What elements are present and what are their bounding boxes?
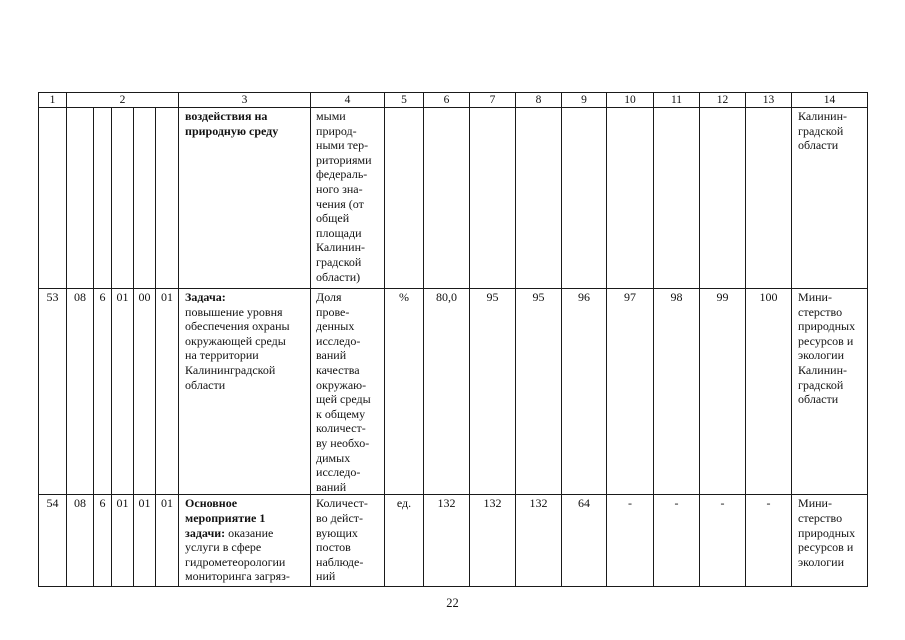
row-number-cell: 53 [39,289,67,495]
code-cell: 00 [134,289,156,495]
header-row [39,93,868,108]
page-number: 22 [446,596,459,610]
value-cell: 132 [424,495,470,587]
value-cell: 64 [562,495,607,587]
code-cell: 01 [156,495,179,587]
value-cell: 97 [607,289,654,495]
row-number-cell [39,108,67,289]
code-cell: 6 [94,495,112,587]
code-cell [134,108,156,289]
header-col-10: 10 [607,93,654,108]
header-col-12: 12 [700,93,746,108]
responsible-cell: Калинин- градской области [792,108,868,289]
value-cell: 100 [746,289,792,495]
value-cell [607,108,654,289]
name-bold-text: Основное мероприятие 1 задачи: [185,496,266,540]
value-cell: 80,0 [424,289,470,495]
value-cell [562,108,607,289]
name-cell [179,289,311,495]
header-col-3: 3 [179,93,311,108]
value-cell: - [700,495,746,587]
header-col-11: 11 [654,93,700,108]
code-cell: 01 [112,495,134,587]
code-cell: 08 [67,289,94,495]
code-cell: 6 [94,289,112,495]
value-cell [470,108,516,289]
value-cell: 95 [470,289,516,495]
name-text: оказание услуги в сфере гидрометеорологии мониторинга загряз- [185,525,290,584]
row-number-cell: 54 [39,495,67,587]
header-col-7: 7 [470,93,516,108]
code-cell [112,108,134,289]
value-cell: 95 [516,289,562,495]
value-cell: - [654,495,700,587]
header-col-9: 9 [562,93,607,108]
value-cell: 132 [516,495,562,587]
responsible-cell: Мини- стерство природных ресурсов и экологии Калинин- градской области [792,289,868,495]
table-row [39,108,868,289]
code-cell: 01 [112,289,134,495]
unit-cell: % [385,289,424,495]
indicator-cell: Количест- во дейст- вующих постов наблюде- ний [311,495,385,587]
header-col-14: 14 [792,93,868,108]
code-cell [67,108,94,289]
code-cell: 01 [156,289,179,495]
value-cell: 98 [654,289,700,495]
value-cell: - [607,495,654,587]
code-cell [94,108,112,289]
value-cell [424,108,470,289]
value-cell [516,108,562,289]
program-table [38,92,868,587]
header-col-4: 4 [311,93,385,108]
code-cell: 08 [67,495,94,587]
header-col-8: 8 [516,93,562,108]
header-col-13: 13 [746,93,792,108]
value-cell: - [746,495,792,587]
table-row [39,289,868,495]
responsible-cell: Мини- стерство природных ресурсов и экологии [792,495,868,587]
value-cell [654,108,700,289]
name-bold-text: Задача: [185,290,226,304]
unit-cell [385,108,424,289]
value-cell: 132 [470,495,516,587]
value-cell: 99 [700,289,746,495]
name-text: повышение уровня обеспечения охраны окружающей среды на территории Калининградской области [185,304,290,392]
name-cell [179,108,311,289]
indicator-cell: Доля прове- денных исследо- ваний качества окружаю- щей среды к общему количест- ву необхо- димых исследо- ваний [311,289,385,495]
header-col-1: 1 [39,93,67,108]
value-cell [700,108,746,289]
name-cell [179,495,311,587]
indicator-cell: мыми природ- ными тер- риториями федераль- ного зна- чения (от общей площади Калинин- градской области) [311,108,385,289]
table-row [39,495,868,587]
unit-cell: ед. [385,495,424,587]
code-cell: 01 [134,495,156,587]
value-cell: 96 [562,289,607,495]
name-bold-text: воздействия на природную среду [185,109,279,138]
header-col-5: 5 [385,93,424,108]
header-col-6: 6 [424,93,470,108]
header-col-2: 2 [67,93,179,108]
code-cell [156,108,179,289]
value-cell [746,108,792,289]
